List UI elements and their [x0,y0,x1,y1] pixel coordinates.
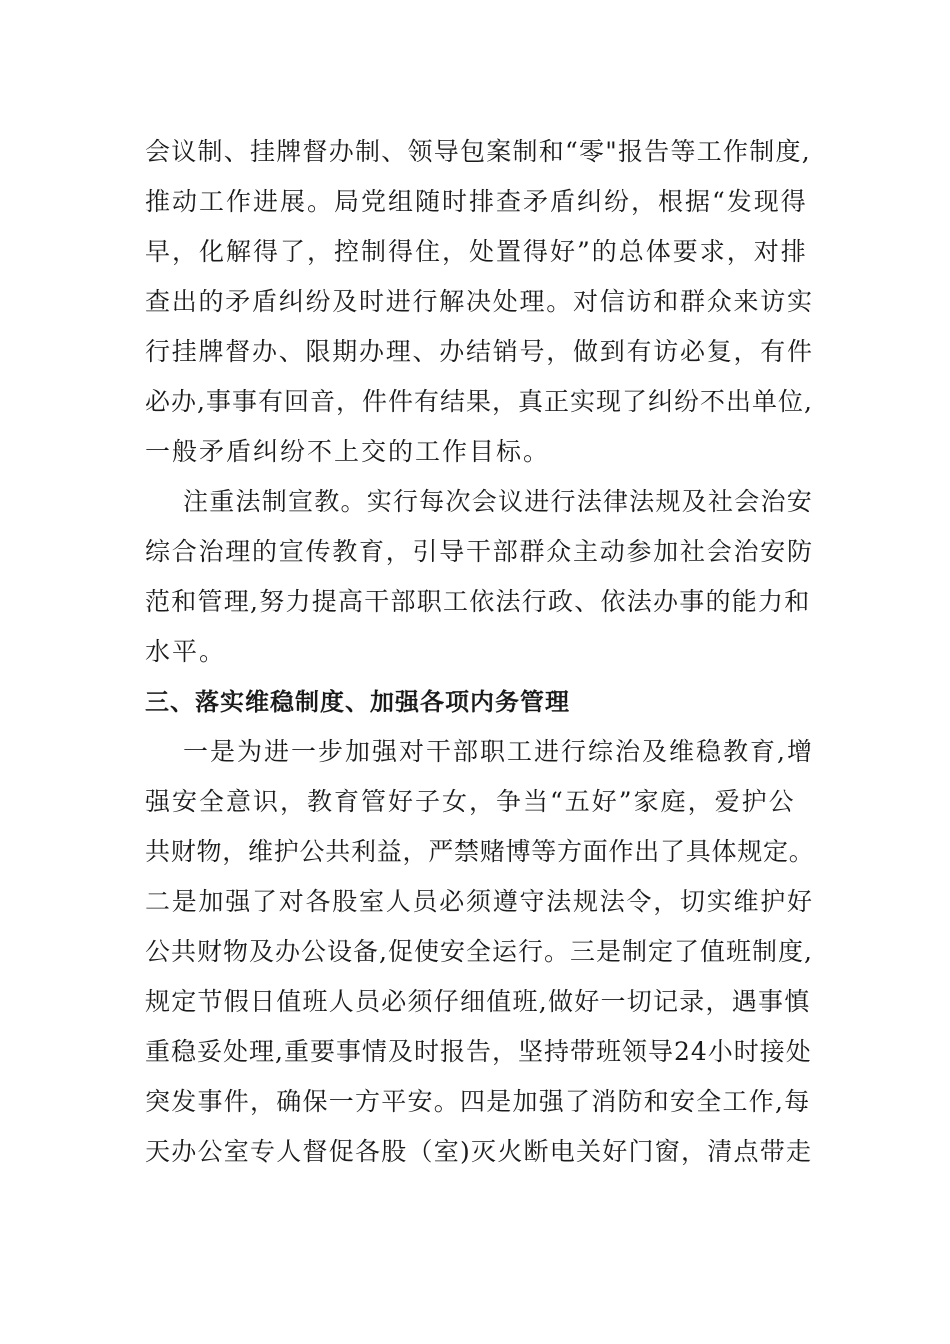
text-line: 天办公室专人督促各股（室)灭火断电关好门窗，清点带走 [145,1137,813,1166]
paragraph-start-line: 一是为进一步加强对干部职工进行综治及维稳教育,增 [183,737,814,766]
text-line: 公共财物及办公设备,促使安全运行。三是制定了值班制度, [145,937,813,966]
text-line: 早，化解得了，控制得住，处置得好”的总体要求，对排 [145,237,808,266]
text-line: 推动工作进展。局党组随时排查矛盾纠纷，根据“发现得 [145,187,808,216]
text-line: 查出的矛盾纠纷及时进行解决处理。对信访和群众来访实 [145,287,814,316]
text-line: 行挂牌督办、限期办理、办结销号，做到有访必复，有件 [145,337,814,366]
text-line: 综合治理的宣传教育，引导干部群众主动参加社会治安防 [145,537,814,566]
text-line: 会议制、挂牌督办制、领导包案制和“零"报告等工作制度, [145,137,811,166]
text-line: 共财物，维护公共利益，严禁赌博等方面作出了具体规定。 [145,837,815,866]
text-line: 强安全意识，教育管好子女，争当“五好”家庭，爱护公 [145,787,796,816]
section-heading: 三、落实维稳制度、加强各项内务管理 [145,688,570,716]
text-line: 水平。 [145,637,227,666]
text-line: 一般矛盾纠纷不上交的工作目标。 [145,437,551,466]
text-line: 突发事件，确保一方平安。四是加强了消防和安全工作,每 [145,1087,811,1116]
text-line: 规定节假日值班人员必须仔细值班,做好一切记录，遇事慎 [145,987,811,1016]
text-line: 重稳妥处理,重要事情及时报告，坚持带班领导24小时接处 [145,1037,812,1066]
paragraph-start-line: 注重法制宣教。实行每次会议进行法律法规及社会治安 [183,487,814,516]
text-line: 必办,事事有回音，件件有结果，真正实现了纠纷不出单位, [145,387,813,416]
text-line: 范和管理,努力提高干部职工依法行政、依法办事的能力和 [145,587,811,616]
text-line: 二是加强了对各股室人员必须遵守法规法令，切实维护好 [145,887,814,916]
